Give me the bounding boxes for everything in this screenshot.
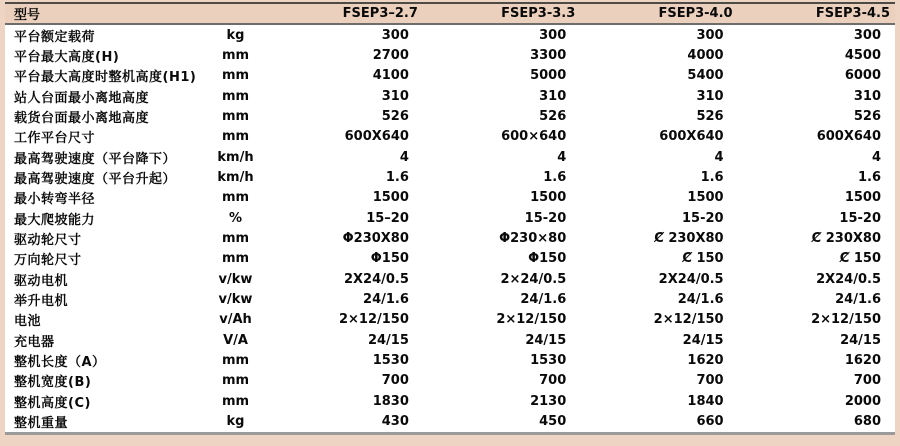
spec-value: 1830 [372,393,409,409]
spec-label: 平台最大高度(H) [14,50,120,66]
table-row [5,86,895,106]
spec-unit: mm [221,352,250,368]
spec-value: 15-20 [839,210,881,226]
spec-sheet-page [0,2,900,446]
spec-unit: mm [221,393,250,409]
spec-value: 4500 [844,48,881,64]
spec-value: 24/1.6 [520,292,567,307]
spec-value: 300 [381,27,409,43]
column-header-model: FSEP3-4.5 [738,3,895,24]
spec-value: 6000 [844,68,881,84]
table-row [5,350,895,370]
spec-label: 充电器 [14,334,55,350]
spec-value: 24/1.6 [363,292,409,307]
spec-unit: km/h [217,149,254,165]
spec-value: 1500 [687,190,724,206]
spec-value: 24/15 [840,332,881,348]
table-row [5,147,895,167]
spec-value: 300 [853,27,881,43]
spec-value: 1620 [844,352,881,368]
spec-value: Φ150 [528,251,567,267]
spec-value: 450 [539,414,567,430]
spec-label: 最高驾驶速度（平台降下） [14,151,177,167]
spec-value: 4 [871,149,881,165]
spec-label: 整机长度（A） [14,354,106,370]
spec-value: 700 [696,373,724,389]
spec-value: Ȼ 230X80 [654,231,724,247]
spec-unit: mm [221,190,250,206]
spec-label: 最高驾驶速度（平台升起） [14,172,177,188]
spec-label: 整机重量 [14,416,69,432]
table-row [5,66,895,86]
spec-value: 526 [539,109,567,125]
table-row [5,24,895,45]
spec-value: 660 [696,414,724,430]
header-row [5,3,895,24]
table-row [5,45,895,65]
spec-value: 2×12/150 [811,312,881,328]
spec-value: 4 [714,149,724,165]
spec-unit: mm [221,68,250,84]
spec-label: 电池 [14,314,42,330]
spec-value: 1500 [844,190,881,206]
spec-value: Ȼ 230X80 [811,231,881,247]
spec-value: 1.6 [385,170,409,186]
table-row [5,228,895,248]
spec-value: Ȼ 150 [839,251,881,267]
spec-unit: mm [221,88,250,104]
spec-value: 2X24/0.5 [343,271,409,287]
table-row [5,330,895,350]
spec-value: 600X640 [659,129,724,145]
spec-unit: v/kw [218,292,253,307]
spec-label: 万向轮尺寸 [14,253,82,269]
column-header-model: FSEP3-3.3 [423,3,580,24]
spec-value: 1.6 [857,170,881,186]
table-row [5,127,895,147]
spec-value: 700 [381,373,409,389]
spec-value: 300 [539,27,567,43]
column-header-model-label: 型号 [5,3,205,24]
spec-value: 3300 [530,48,567,64]
spec-label: 平台最大高度时整机高度(H1) [14,70,197,86]
spec-label: 整机宽度(B) [14,375,92,391]
spec-table-body [5,24,895,434]
spec-label: 站人台面最小离地高度 [14,90,150,106]
spec-value: 600X640 [816,129,881,145]
table-row [5,371,895,391]
table-row [5,269,895,289]
spec-unit: % [228,210,243,226]
spec-value: 1840 [687,393,724,409]
spec-value: 526 [853,109,881,125]
spec-value: 700 [853,373,881,389]
spec-unit: kg [226,27,245,43]
spec-value: 4100 [372,68,409,84]
spec-label: 驱动轮尺寸 [14,233,82,249]
spec-value: 5000 [530,68,567,84]
spec-value: 310 [381,88,409,104]
spec-value: 24/15 [367,332,409,348]
spec-value: Φ230X80 [342,231,409,247]
spec-value: 24/15 [682,332,724,348]
spec-value: 24/1.6 [677,292,724,307]
spec-unit: v/kw [218,271,253,287]
spec-value: 2×12/150 [496,312,567,328]
spec-unit: kg [226,414,245,430]
spec-unit: mm [221,48,250,64]
spec-table [5,2,895,435]
spec-label: 驱动电机 [14,273,69,289]
column-header-unit [205,3,265,24]
table-row [5,391,895,411]
spec-value: 1500 [530,190,567,206]
table-row [5,310,895,330]
spec-unit: mm [221,231,250,247]
spec-value: 700 [539,373,567,389]
spec-value: 680 [853,414,881,430]
spec-unit: mm [221,109,250,125]
spec-label: 平台额定载荷 [14,29,96,45]
spec-value: 1620 [687,352,724,368]
spec-value: 600X640 [344,129,409,145]
spec-value: Ȼ 150 [682,251,724,267]
table-row [5,289,895,309]
spec-value: 2×24/0.5 [500,271,567,287]
spec-value: 24/1.6 [835,292,881,307]
spec-value: 4000 [687,48,724,64]
spec-value: 1500 [372,190,409,206]
spec-value: 24/15 [525,332,567,348]
spec-value: 600×640 [501,129,567,145]
spec-value: 310 [696,88,724,104]
spec-value: 5400 [687,68,724,84]
spec-table-header [5,3,895,24]
spec-value: 1.6 [543,170,567,186]
spec-value: Φ150 [370,251,409,267]
table-row [5,411,895,433]
spec-unit: mm [221,129,250,145]
spec-label: 最小转弯半径 [14,192,96,208]
spec-value: 430 [381,414,409,430]
spec-value: 2130 [530,393,567,409]
spec-value: 2000 [844,393,881,409]
table-row [5,188,895,208]
spec-value: 2×12/150 [338,312,409,328]
spec-value: 1530 [530,352,567,368]
spec-value: 15-20 [682,210,724,226]
spec-value: 310 [853,88,881,104]
spec-value: 526 [381,109,409,125]
table-row [5,208,895,228]
column-header-model: FSEP3-4.0 [580,3,737,24]
table-row [5,106,895,126]
table-row [5,249,895,269]
spec-value: 2X24/0.5 [658,271,724,287]
spec-value: Φ230×80 [499,231,567,247]
spec-unit: v/Ah [219,312,252,328]
spec-value: 310 [539,88,567,104]
spec-value: 526 [696,109,724,125]
table-row [5,167,895,187]
spec-value: 300 [696,27,724,43]
spec-unit: V/A [223,332,248,348]
spec-value: 4 [557,149,567,165]
spec-value: 4 [399,149,409,165]
spec-value: 15–20 [366,210,409,226]
spec-value: 1.6 [700,170,724,186]
spec-value: 15-20 [524,210,567,226]
spec-unit: km/h [217,170,254,186]
column-header-model: FSEP3–2.7 [266,3,423,24]
spec-unit: mm [221,251,250,267]
spec-value: 2700 [372,48,409,64]
spec-unit: mm [221,373,250,389]
spec-label: 工作平台尺寸 [14,131,96,147]
spec-label: 载货台面最小离地高度 [14,111,150,127]
spec-label: 最大爬坡能力 [14,212,96,228]
spec-label: 举升电机 [14,294,69,309]
spec-value: 1530 [372,352,409,368]
spec-value: 2X24/0.5 [816,271,881,287]
spec-value: 2×12/150 [653,312,724,328]
spec-label: 整机高度(C) [14,395,91,411]
